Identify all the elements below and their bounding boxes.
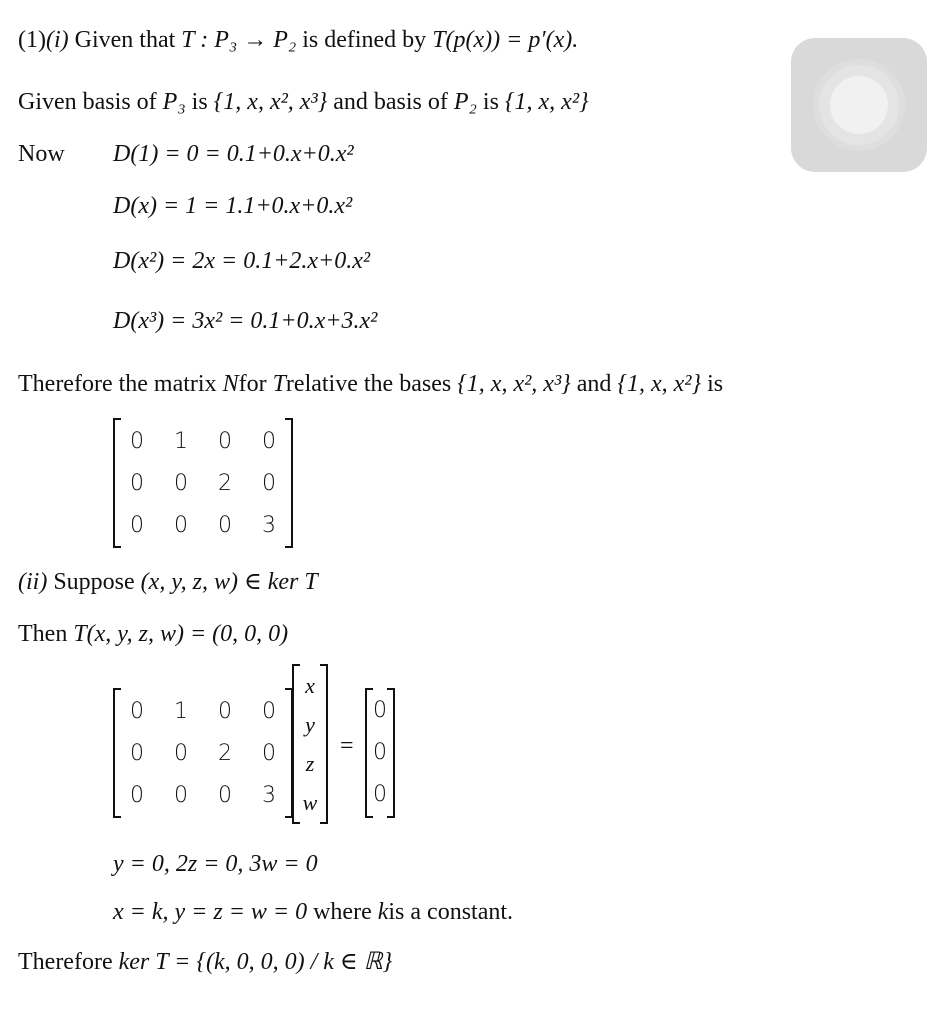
derivative-row-3: D(x²) = 2x = 0.1+2.x+0.x² bbox=[113, 248, 371, 274]
matrix-cell: 0 bbox=[262, 740, 276, 766]
matrix-row bbox=[115, 774, 291, 816]
vector-entry-z: z bbox=[305, 751, 315, 776]
assistive-touch-dot bbox=[830, 76, 888, 134]
matrix-and-text: and bbox=[576, 371, 612, 397]
variable-vector bbox=[292, 666, 328, 822]
then-line bbox=[18, 618, 288, 650]
bases-line bbox=[18, 86, 589, 118]
matrix-intro-line bbox=[18, 368, 723, 400]
matrix-cell: 2 bbox=[218, 470, 232, 496]
matrix-row bbox=[115, 504, 291, 546]
matrix-cell: 0 bbox=[218, 512, 232, 538]
solution-line-2 bbox=[113, 896, 513, 928]
matrix-basis-1: {1, x, x², x³} bbox=[457, 371, 571, 397]
matrix-row bbox=[115, 420, 291, 462]
matrix-cell: 1 bbox=[174, 428, 188, 454]
system-matrix bbox=[113, 690, 293, 816]
kernel-element-expr: (x, y, z, w) ∈ ker T bbox=[140, 569, 318, 595]
p2-basis: {1, x, x²} bbox=[504, 89, 589, 115]
definition-expr: T(p(x)) = p′(x). bbox=[432, 27, 579, 53]
part-ii-label: (ii) bbox=[18, 569, 48, 595]
matrix-intro-text-2: for bbox=[238, 371, 267, 397]
assistive-touch-icon[interactable] bbox=[791, 38, 927, 172]
matrix-intro-text-3: relative the bases bbox=[285, 371, 452, 397]
k-symbol: k bbox=[377, 899, 389, 925]
matrix-cell: 0 bbox=[130, 782, 144, 808]
vector-entry-w: w bbox=[302, 790, 318, 815]
derivative-row-2: D(x) = 1 = 1.1+0.x+0.x² bbox=[113, 193, 353, 219]
and-basis-text: and basis of bbox=[333, 89, 448, 115]
kernel-result: ker T = {(k, 0, 0, 0) / k ∈ ℝ} bbox=[118, 949, 393, 975]
p2-symbol: P₂ bbox=[453, 89, 477, 115]
matrix-row bbox=[115, 732, 291, 774]
zero-vector bbox=[365, 690, 395, 816]
matrix-basis-2: {1, x, x²} bbox=[617, 371, 702, 397]
matrix-cell: 0 bbox=[130, 740, 144, 766]
matrix-is-text: is bbox=[707, 371, 724, 397]
part-1-label: (1) bbox=[18, 27, 46, 53]
mapping-expr: T : P₃ → P₂ bbox=[181, 27, 297, 53]
zero-entry: 0 bbox=[373, 782, 387, 807]
matrix-T-symbol: T bbox=[272, 371, 286, 397]
matrix-cell: 0 bbox=[130, 428, 144, 454]
vector-entry-x: x bbox=[305, 673, 315, 698]
matrix-N bbox=[113, 420, 293, 546]
equals-sign: = bbox=[340, 733, 354, 759]
constant-text: is a constant. bbox=[388, 899, 514, 925]
zero-entry: 0 bbox=[373, 740, 387, 765]
matrix-cell: 0 bbox=[174, 782, 188, 808]
heading-line bbox=[18, 24, 578, 56]
matrix-cell: 3 bbox=[262, 512, 276, 538]
p3-symbol: P₃ bbox=[162, 89, 186, 115]
now-label: Now bbox=[18, 141, 65, 167]
matrix-cell: 0 bbox=[218, 782, 232, 808]
matrix-cell: 0 bbox=[218, 698, 232, 724]
then-text: Then bbox=[18, 621, 68, 647]
matrix-N-symbol: N bbox=[222, 371, 239, 397]
therefore-text: Therefore bbox=[18, 949, 113, 975]
matrix-cell: 2 bbox=[218, 740, 232, 766]
matrix-cell: 0 bbox=[218, 428, 232, 454]
matrix-cell: 3 bbox=[262, 782, 276, 808]
matrix-cell: 0 bbox=[262, 428, 276, 454]
bases-prefix: Given basis of bbox=[18, 89, 157, 115]
solution-expr: x = k, y = z = w = 0 bbox=[113, 899, 308, 925]
matrix-cell: 0 bbox=[130, 470, 144, 496]
derivative-row-4: D(x³) = 3x² = 0.1+0.x+3.x² bbox=[113, 308, 378, 334]
matrix-cell: 0 bbox=[130, 512, 144, 538]
matrix-cell: 0 bbox=[174, 740, 188, 766]
matrix-cell: 0 bbox=[262, 470, 276, 496]
zero-entry: 0 bbox=[373, 698, 387, 723]
assistive-touch-ring bbox=[819, 65, 899, 145]
matrix-cell: 1 bbox=[174, 698, 188, 724]
derivative-row-1: D(1) = 0 = 0.1+0.x+0.x² bbox=[113, 141, 354, 167]
matrix-cell: 0 bbox=[174, 470, 188, 496]
is-text: is bbox=[191, 89, 208, 115]
defined-by-text: is defined by bbox=[302, 27, 427, 53]
is-text-2: is bbox=[482, 89, 499, 115]
vector-entry-y: y bbox=[305, 712, 315, 737]
part-ii-line bbox=[18, 566, 318, 598]
matrix-cell: 0 bbox=[174, 512, 188, 538]
where-text: where bbox=[313, 899, 372, 925]
matrix-cell: 0 bbox=[130, 698, 144, 724]
conclusion-line bbox=[18, 946, 392, 978]
given-that-text: Given that bbox=[74, 27, 176, 53]
suppose-text: Suppose bbox=[53, 569, 135, 595]
matrix-cell: 0 bbox=[262, 698, 276, 724]
part-i-label: (i) bbox=[45, 27, 69, 53]
matrix-row bbox=[115, 690, 291, 732]
matrix-row bbox=[115, 462, 291, 504]
p3-basis: {1, x, x², x³} bbox=[213, 89, 328, 115]
solution-line-1: y = 0, 2z = 0, 3w = 0 bbox=[113, 851, 318, 877]
then-equation: T(x, y, z, w) = (0, 0, 0) bbox=[73, 621, 289, 647]
matrix-intro-text-1: Therefore the matrix bbox=[18, 371, 217, 397]
